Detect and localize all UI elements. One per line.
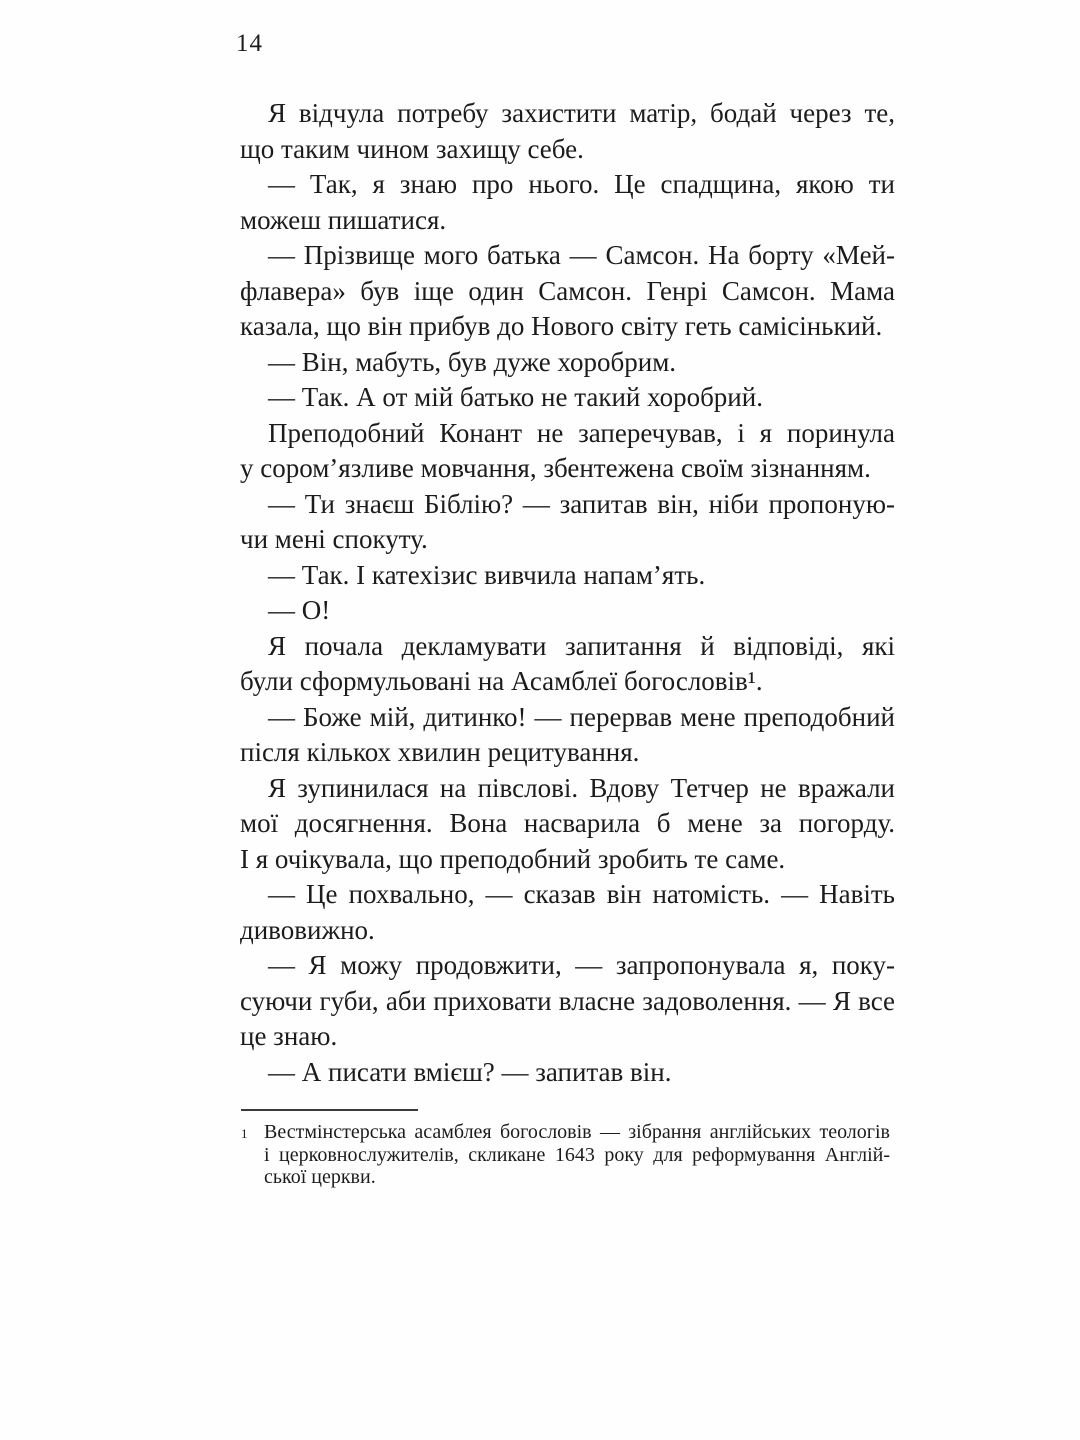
body-line: що таким чином захищу себе. xyxy=(240,133,584,164)
body-line: — Так. А от мій батько не такий хоробрий. xyxy=(268,382,763,412)
body-line: — А писати вмієш? — запитав він. xyxy=(268,1056,672,1087)
body-line: це знаю. xyxy=(240,1021,338,1051)
body-line: Я відчула потребу захистити матір, бодай через те, xyxy=(268,98,895,128)
body-line: — Прізвище мого батька — Самсон. На борту «Мей- xyxy=(268,240,895,270)
footnote-line: і церковнослужителів, скликане 1643 року для реформування Англій- xyxy=(264,1143,890,1166)
body-line: були сформульовані на Асамблеї богословів¹. xyxy=(240,666,763,696)
body-line: чи мені спокуту. xyxy=(240,524,428,554)
body-line: казала, що він прибув до Нового світу геть самісінький. xyxy=(240,311,883,341)
footnote xyxy=(240,1121,890,1189)
footnote-line: ської церкви. xyxy=(264,1166,376,1188)
body-line: — Так, я знаю про нього. Це спадщина, якою ти xyxy=(268,169,895,199)
body-line: флавера» був іще один Самсон. Генрі Самсон. Мама xyxy=(240,275,895,306)
body-line: Преподобний Конант не заперечував, і я поринула xyxy=(268,417,895,448)
body-line: Я почала декламувати запитання й відповіді, які xyxy=(268,630,895,661)
body-line: після кількох хвилин рецитування. xyxy=(240,737,640,767)
body-line: — Він, мабуть, був дуже хоробрим. xyxy=(268,346,677,377)
footnote-divider xyxy=(241,1109,418,1111)
page-number: 14 xyxy=(236,30,263,57)
body-line: можеш пишатися. xyxy=(240,204,447,235)
footnote-text: Вестмінстерська асамблея богословів — зібрання англійських теологів xyxy=(264,1121,890,1143)
body-line: — О! xyxy=(268,595,331,625)
body-line: — Так. І катехізис вивчила напам’ять. xyxy=(268,559,706,590)
footnote-marker: 1 xyxy=(241,1126,248,1141)
body-line: Я зупинилася на півслові. Вдову Тетчер не вражали xyxy=(268,772,895,803)
body-line: І я очікувала, що преподобний зробить те саме. xyxy=(240,843,786,874)
body-line: мої досягнення. Вона насварила б мене за погорду. xyxy=(240,808,895,838)
body-line: — Я можу продовжити, — запропонувала я, поку- xyxy=(268,950,895,980)
body-line: дивовижно. xyxy=(240,914,375,945)
body-line: — Ти знаєш Біблію? — запитав він, ніби пропоную- xyxy=(268,488,895,519)
body-line: — Це похвально, — сказав він натомість. — Навіть xyxy=(268,879,895,909)
body-line: — Боже мій, дитинко! — перервав мене преподобний xyxy=(268,701,895,732)
body-line: суючи губи, аби приховати власне задоволення. — Я все xyxy=(240,985,895,1016)
footnote-line xyxy=(264,1121,890,1144)
body-line: у сором’язливе мовчання, збентежена своїм зізнанням. xyxy=(240,453,871,483)
body-text xyxy=(240,96,895,1090)
